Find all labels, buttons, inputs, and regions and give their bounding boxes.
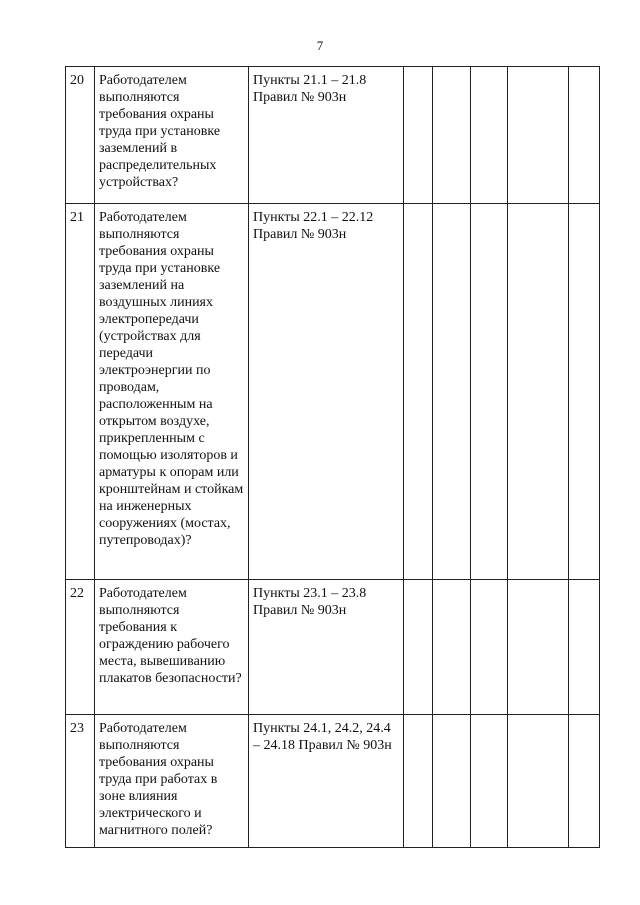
row-number: 21 xyxy=(66,204,95,580)
answer-cell xyxy=(433,204,471,580)
answer-cell xyxy=(471,67,508,204)
answer-cell xyxy=(569,67,600,204)
answer-cell xyxy=(404,67,433,204)
answer-cell xyxy=(471,204,508,580)
reference-cell: Пункты 23.1 – 23.8 Правил № 903н xyxy=(249,580,404,715)
row-number: 22 xyxy=(66,580,95,715)
row-number: 23 xyxy=(66,715,95,848)
page-number: 7 xyxy=(316,38,324,53)
checklist-table xyxy=(65,66,600,848)
answer-cell xyxy=(433,580,471,715)
question-cell: Работодателем выполняются требования к ограждению рабочего места, вывешиванию плакатов безопасности? xyxy=(95,580,249,715)
answer-cell xyxy=(471,715,508,848)
question-cell: Работодателем выполняются требования охраны труда при работах в зоне влияния электрического и магнитного полей? xyxy=(95,715,249,848)
answer-cell xyxy=(508,580,569,715)
table-row xyxy=(66,715,600,848)
answer-cell xyxy=(471,580,508,715)
reference-cell: Пункты 24.1, 24.2, 24.4 – 24.18 Правил № 903н xyxy=(249,715,404,848)
answer-cell xyxy=(569,715,600,848)
answer-cell xyxy=(404,715,433,848)
table-row xyxy=(66,580,600,715)
question-cell: Работодателем выполняются требования охраны труда при установке заземлений в распределительных устройствах? xyxy=(95,67,249,204)
answer-cell xyxy=(569,204,600,580)
answer-cell xyxy=(569,580,600,715)
reference-cell: Пункты 22.1 – 22.12 Правил № 903н xyxy=(249,204,404,580)
table-row xyxy=(66,204,600,580)
reference-cell: Пункты 21.1 – 21.8 Правил № 903н xyxy=(249,67,404,204)
answer-cell xyxy=(508,67,569,204)
question-cell: Работодателем выполняются требования охраны труда при установке заземлений на воздушных линиях электропередачи (устройствах для передачи электроэнергии по проводам, расположенным на открытом воздухе, прикрепленным с помощью изоляторов и арматуры к опорам или кронштейнам и стойкам на инженерных сооружениях (мостах, путепроводах)? xyxy=(95,204,249,580)
row-number: 20 xyxy=(66,67,95,204)
answer-cell xyxy=(433,715,471,848)
table-row xyxy=(66,67,600,204)
answer-cell xyxy=(404,204,433,580)
answer-cell xyxy=(433,67,471,204)
answer-cell xyxy=(404,580,433,715)
answer-cell xyxy=(508,204,569,580)
answer-cell xyxy=(508,715,569,848)
